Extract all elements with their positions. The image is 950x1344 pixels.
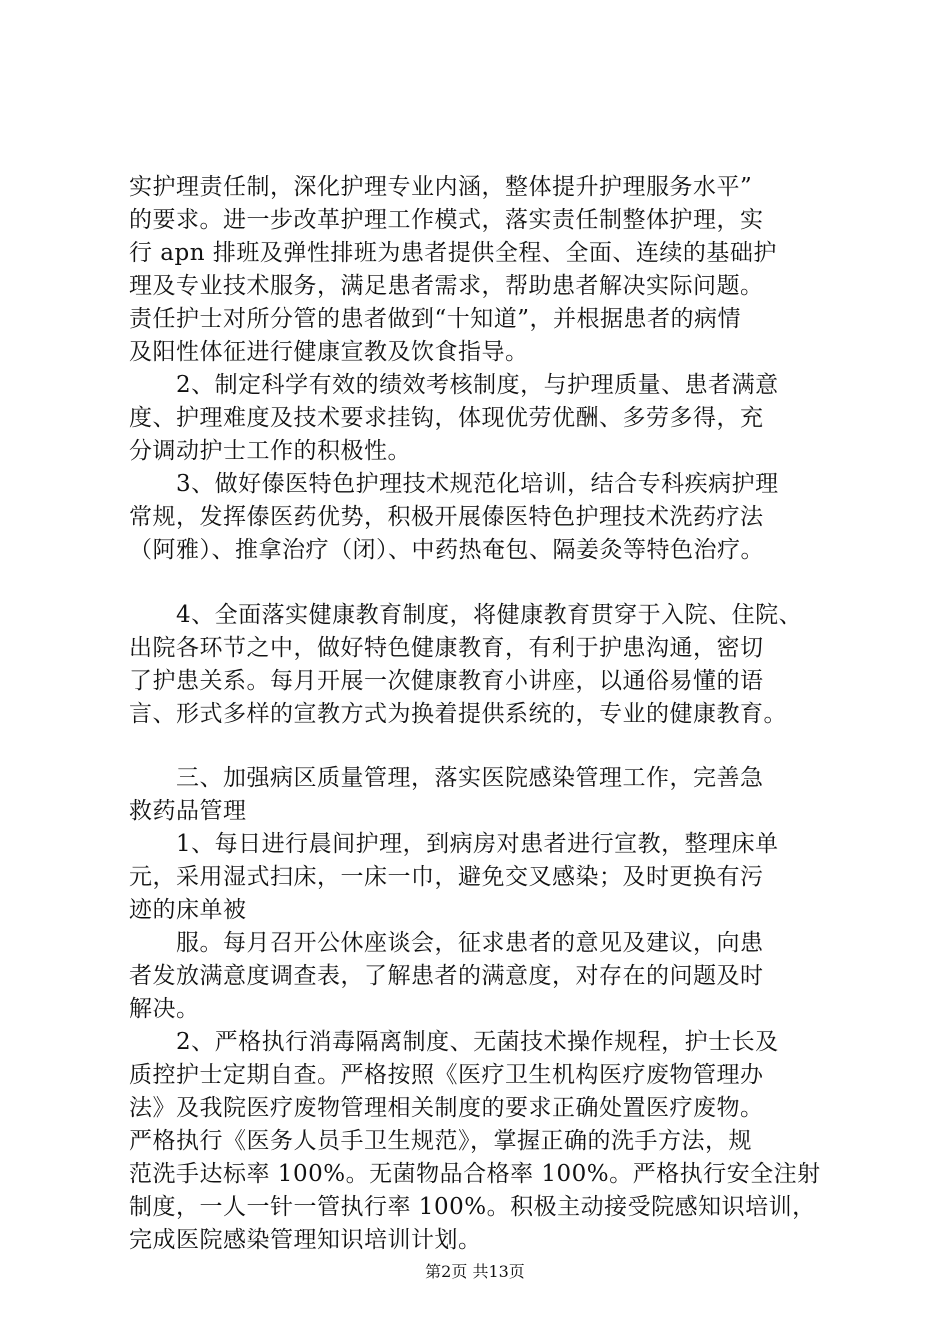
body-text-line: 理及专业技术服务，满足患者需求，帮助患者解决实际问题。: [129, 273, 764, 299]
body-text-line: 常规，发挥傣医药优势，积极开展傣医特色护理技术洗药疗法: [129, 504, 764, 530]
body-text-line: 言、形式多样的宣教方式为换着提供系统的，专业的健康教育。: [129, 701, 787, 727]
body-text-line: 者发放满意度调查表，了解患者的满意度，对存在的问题及时: [129, 963, 764, 989]
body-text-line: 及阳性体征进行健康宣教及饮食指导。: [129, 339, 529, 365]
body-text-line: 服。每月召开公休座谈会，征求患者的意见及建议，向患: [129, 930, 764, 956]
body-text-line: 质控护士定期自查。严格按照《医疗卫生机构医疗废物管理办: [129, 1062, 764, 1088]
section-heading-line: 三、加强病区质量管理，落实医院感染管理工作，完善急: [129, 765, 764, 791]
body-text-line: 法》及我院医疗废物管理相关制度的要求正确处置医疗废物。: [129, 1095, 764, 1121]
body-text-line: 的要求。进一步改革护理工作模式，落实责任制整体护理，实: [129, 207, 764, 233]
body-text-line: （阿雅）、推拿治疗（闭）、中药热奄包、隔姜灸等特色治疗。: [129, 537, 764, 563]
body-text-line: 制度，一人一针一管执行率 100%。积极主动接受院感知识培训，: [129, 1194, 816, 1220]
body-text-line: 完成医院感染管理知识培训计划。: [129, 1227, 482, 1253]
page-footer: 第2页 共13页: [425, 1262, 525, 1281]
body-text-line: 了护患关系。每月开展一次健康教育小讲座，以通俗易懂的语: [129, 668, 764, 694]
body-text-line: 行 apn 排班及弹性排班为患者提供全程、全面、连续的基础护: [129, 240, 777, 266]
body-text-line: 2、严格执行消毒隔离制度、无菌技术操作规程，护士长及: [129, 1029, 779, 1055]
section-heading-line: 救药品管理: [129, 798, 247, 824]
body-text-line: 元，采用湿式扫床，一床一巾，避免交叉感染；及时更换有污: [129, 864, 764, 890]
body-text-line: 4、全面落实健康教育制度，将健康教育贯穿于入院、住院、: [129, 602, 803, 628]
body-text-line: 度、护理难度及技术要求挂钩，体现优劳优酬、多劳多得，充: [129, 405, 764, 431]
body-text-line: 严格执行《医务人员手卫生规范》，掌握正确的洗手方法，规: [129, 1128, 752, 1154]
body-text-line: 迹的床单被: [129, 897, 247, 923]
body-text-line: 范洗手达标率 100%。无菌物品合格率 100%。严格执行安全注射: [129, 1161, 821, 1187]
body-text-line: 实护理责任制，深化护理专业内涵，整体提升护理服务水平”: [129, 174, 753, 200]
body-text-line: 3、做好傣医特色护理技术规范化培训，结合专科疾病护理: [129, 471, 779, 497]
body-text-line: 解决。: [129, 996, 200, 1022]
body-text-line: 出院各环节之中，做好特色健康教育，有利于护患沟通，密切: [129, 635, 764, 661]
body-text-line: 2、制定科学有效的绩效考核制度，与护理质量、患者满意: [129, 372, 779, 398]
body-text-line: 分调动护士工作的积极性。: [129, 438, 411, 464]
body-text-line: 责任护士对所分管的患者做到“十知道”，并根据患者的病情: [129, 306, 742, 332]
body-text-line: 1、每日进行晨间护理，到病房对患者进行宣教，整理床单: [129, 831, 779, 857]
